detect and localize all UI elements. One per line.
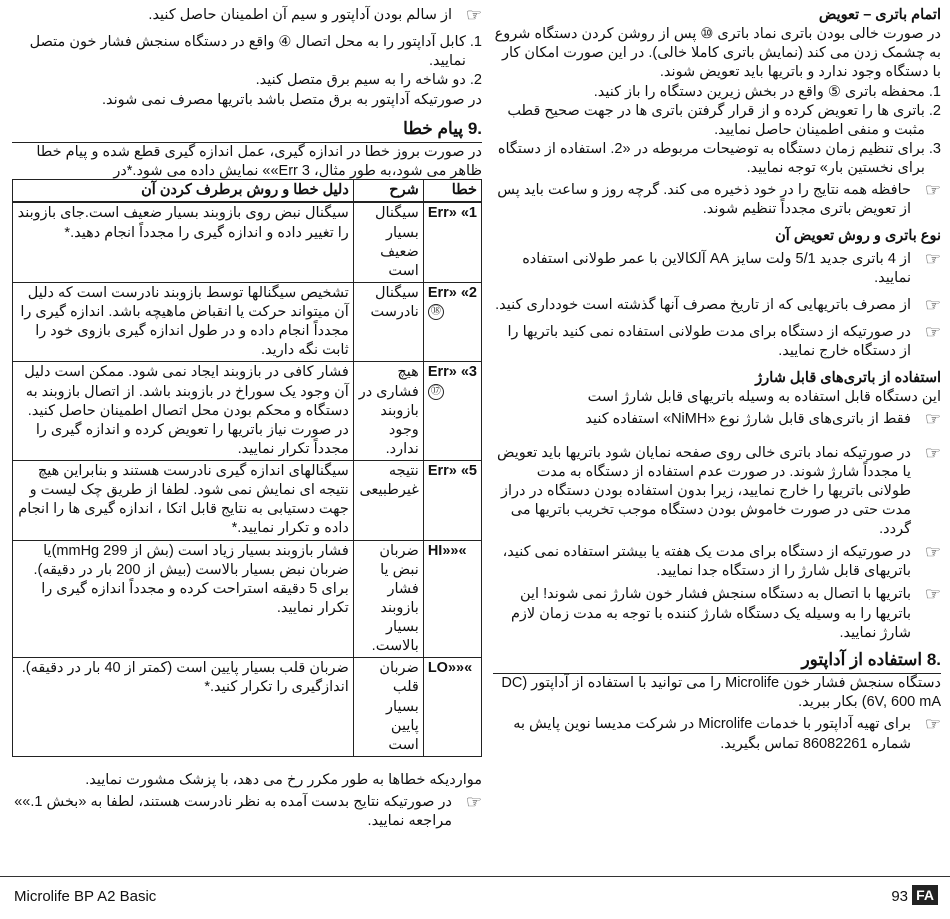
note-recharge-4: ☞ باتریها با اتصال به دستگاه سنجش فشار خون شارژ نمی شوند! این باتریها را به وسیله یک دستگاه شارژ کننده با توجه به مدت زمان لازم شارژ نمایید. bbox=[493, 585, 941, 642]
error-cause-cell: فشار بازوبند بسیار زیاد است (بش از 299 mmHg)یا ضربان نبض بسیار بالاست (بیش از 200 بار در دقیقه). برای 5 دقیقه استراحت کرده و مجدداً اندازه گیری را تکرار نمایید. bbox=[13, 540, 354, 658]
rechargeable-intro: این دستگاه قابل استفاده به وسیله باتریهای قابل شارژ است bbox=[587, 389, 941, 406]
note-after-table: ☞ در صورتیکه نتایج بدست آمده به نظر نادرست هستند، لطفا به «بخش 1.»» مراجعه نمایید. bbox=[12, 793, 482, 831]
error-code-cell: HI»»« bbox=[423, 540, 481, 658]
pointing-hand-icon: ☞ bbox=[924, 442, 941, 463]
pointing-hand-icon: ☞ bbox=[924, 321, 941, 342]
footer-brand: Microlife BP A2 Basic bbox=[14, 888, 157, 905]
step-text: باتری ها را تعویض کرده و از قرار گرفتن باتری ها در جهت صحیح قطب مثبت و منفی اطمینان حاصل نمایید. bbox=[507, 102, 925, 138]
error-code-cell: Err» «5 bbox=[423, 461, 481, 541]
header-cause: دلیل خطا و روش برطرف کردن آن bbox=[13, 180, 354, 203]
note-memory: ☞ حافظه همه نتایج را در خود ذخیره می کند. گرچه روز و ساعت باید پس از تعویض باتری مجدداً تنظیم شوند. bbox=[493, 181, 941, 219]
step-text: محفظه باتری ⑤ واقع در بخش زیرین دستگاه را باز کنید. bbox=[593, 83, 925, 100]
pointing-hand-icon: ☞ bbox=[924, 294, 941, 315]
table-row bbox=[13, 658, 482, 757]
list-item bbox=[12, 71, 482, 90]
battery-type-heading: نوع باتری و روش تعویض آن bbox=[775, 228, 941, 245]
note-type-1: ☞ از 4 باتری جدید 5/1 ولت سایز AA آلکالاین با عمر طولانی استفاده نمایید. bbox=[493, 250, 941, 288]
adapter-after: در صورتیکه آداپتور به برق متصل باشد باتریها مصرف نمی شوند. bbox=[102, 91, 482, 108]
pointing-hand-icon: ☞ bbox=[924, 714, 941, 735]
step-number: 1. bbox=[469, 34, 482, 51]
step-number: 2. bbox=[928, 102, 941, 119]
list-item bbox=[493, 102, 941, 140]
page-number: 93 bbox=[891, 888, 908, 905]
after-table-text: مواردیکه خطاها به طور مکرر رخ می دهد، با پزشک مشورت نمایید. bbox=[85, 771, 482, 788]
header-desc: شرح bbox=[353, 180, 423, 203]
error-desc-cell: هیچ فشاری در بازوبند وجود ندارد. bbox=[353, 362, 423, 461]
table-row bbox=[13, 461, 482, 541]
error-cause-cell: فشار کافی در بازوبند ایجاد نمی شود. ممکن است دلیل آن وجود یک سوراخ در بازوبند باشد. از اتصال بازوبند به دستگاه و محکم بودن محل اتصال اطمینان حاصل کنید. در صورت نیاز باتریها را تعویض کرده و اندازه گیری را مجدداً تکرار نمایید. bbox=[13, 362, 354, 461]
error-table bbox=[12, 179, 482, 757]
error-cause-cell: سیگنالهای اندازه گیری نادرست هستند و بنابراین هیچ نتیجه ای نمایش نمی شود. لطفا از طریق چک لیست و جهت دستیابی به نتایج قابل اتکا ، اندازه گیری ها را انجام داده و تکرار نمایید.* bbox=[13, 461, 354, 541]
callout-number-badge: ⑱ bbox=[428, 304, 444, 320]
language-badge: FA bbox=[912, 885, 938, 905]
table-row bbox=[13, 362, 482, 461]
callout-number-badge: ⑰ bbox=[428, 384, 444, 400]
error-desc-cell: سیگنال بسیار ضعیف است bbox=[353, 202, 423, 282]
error-desc-cell: سیگنال نادرست bbox=[353, 282, 423, 362]
error-desc-cell: ضربان نبض یا فشار بازوبند بسیار بالاست. bbox=[353, 540, 423, 658]
note-recharge-2: ☞ در صورتیکه نماد باتری خالی روی صفحه نمایان شود باتریها باید تعویض یا مجدداً شارژ شوند. در صورت عدم استفاده از دستگاه به مدت طولانی باتریها را خارج نمایید، زیرا بدون استفاده بودن دستگاه در دراز مدت حتی در صورت خاموش بودن دستگاه موجب تخریب باتریها می گردد. bbox=[493, 444, 941, 540]
step-number: 2. bbox=[469, 72, 482, 89]
step-text: برای تنظیم زمان دستگاه به توضیحات مربوطه در «2. استفاده از دستگاه برای نخستین بار» توجه نمایید. bbox=[497, 140, 925, 176]
error-code-cell: Err» «3 ⑰ bbox=[423, 362, 481, 461]
note-type-3: ☞ در صورتیکه از دستگاه برای مدت طولانی استفاده نمی کنید باتریها را از دستگاه خارج نمایید. bbox=[493, 323, 941, 361]
error-cause-cell: ضربان قلب بسیار پایین است (کمتر از 40 بار در دقیقه). اندازگیری را تکرار کنید.* bbox=[13, 658, 354, 757]
pointing-hand-icon: ☞ bbox=[924, 180, 941, 201]
table-row bbox=[13, 202, 482, 282]
error-desc-cell: ضربان قلب بسیار پایین است bbox=[353, 658, 423, 757]
adapter-section-title: 8. استفاده از آداپتور bbox=[493, 649, 941, 674]
step-number: 1. bbox=[928, 83, 941, 100]
step-text: کابل آداپتور را به محل اتصال ④ واقع در دستگاه سنجش فشار خون متصل نمایید. bbox=[29, 34, 466, 70]
right-column bbox=[493, 6, 941, 754]
adapter-intro: دستگاه سنجش فشار خون Microlife را می توانید با استفاده از آداپتور (DC 6V, 600 mA) بکار ببرید. bbox=[501, 675, 941, 711]
adapter-steps bbox=[12, 33, 482, 90]
left-column bbox=[12, 6, 482, 831]
table-row bbox=[13, 540, 482, 658]
list-item bbox=[493, 83, 941, 102]
pointing-hand-icon: ☞ bbox=[924, 248, 941, 269]
pointing-hand-icon: ☞ bbox=[924, 584, 941, 605]
pointing-hand-icon: ☞ bbox=[924, 542, 941, 563]
header-code: خطا bbox=[423, 180, 481, 203]
error-code-cell: LO»»« bbox=[423, 658, 481, 757]
step-text: دو شاخه را به سیم برق متصل کنید. bbox=[255, 72, 466, 89]
battery-steps bbox=[493, 83, 941, 179]
battery-replace-heading: اتمام باتری – تعویض bbox=[818, 7, 941, 23]
note-adapter-check: ☞ از سالم بودن آداپتور و سیم آن اطمینان حاصل کنید. bbox=[148, 5, 482, 25]
error-code-cell: Err» «2 ⑱ bbox=[423, 282, 481, 362]
pointing-hand-icon: ☞ bbox=[924, 409, 941, 430]
note-type-2: ☞ از مصرف باتریهایی که از تاریخ مصرف آنها گذشته است خودداری کنید. bbox=[495, 294, 941, 315]
error-code-cell: Err» «1 bbox=[423, 202, 481, 282]
note-recharge-3: ☞ در صورتیکه از دستگاه برای مدت یک هفته یا بیشتر استفاده نمی کنید، باتریهای قابل شارژ را از دستگاه جدا نمایید. bbox=[493, 543, 941, 581]
step-number: 3. bbox=[928, 140, 941, 157]
table-row bbox=[13, 282, 482, 362]
pointing-hand-icon: ☞ bbox=[465, 5, 482, 25]
error-section-title: 9. پیام خطا bbox=[12, 118, 482, 143]
list-item bbox=[12, 33, 482, 71]
battery-replace-intro: در صورت خالی بودن باتری نماد باتری ⑩ پس از روشن کردن دستگاه شروع به چشمک زدن می کند (نمایش باتری کاملا خالی). در این صورت امکان کار با دستگاه وجود ندارد و باتریها باید تعویض شوند. bbox=[494, 26, 941, 81]
list-item bbox=[493, 140, 941, 178]
pointing-hand-icon: ☞ bbox=[465, 792, 482, 813]
note-recharge-1: ☞ فقط از باتری‌های قابل شارژ نوع «NiMH» استفاده کنید bbox=[585, 409, 941, 430]
error-intro: در صورت بروز خطا در اندازه گیری، عمل اندازه گیری قطع شده و پیام خطا ظاهر می شود،به طور مثال، 3 Err»» نمایش داده می شود.*در bbox=[36, 144, 482, 180]
error-desc-cell: نتیجه غیرطبیعی bbox=[353, 461, 423, 541]
error-cause-cell: تشخیص سیگنالها توسط بازوبند نادرست است که دلیل آن میتواند حرکت یا انقباض ماهیچه باشد. اندازه گیری را مجدداً انجام داده و در طول اندازه گیری بازوی خود را ثابت نگه دارید. bbox=[13, 282, 354, 362]
page-footer bbox=[0, 876, 950, 919]
table-header-row bbox=[13, 180, 482, 203]
note-adapter-purchase: ☞ برای تهیه آداپتور با خدمات Microlife در شرکت مدیسا نوین پایش به شماره 86082261 تماس بگیرید. bbox=[493, 715, 941, 753]
error-cause-cell: سیگنال نبض روی بازوبند بسیار ضعیف است.جای بازوبند را تغییر داده و اندازه گیری را مجدداً انجام دهید.* bbox=[13, 202, 354, 282]
rechargeable-heading: استفاده از باتری‌های قابل شارژ bbox=[755, 370, 941, 387]
